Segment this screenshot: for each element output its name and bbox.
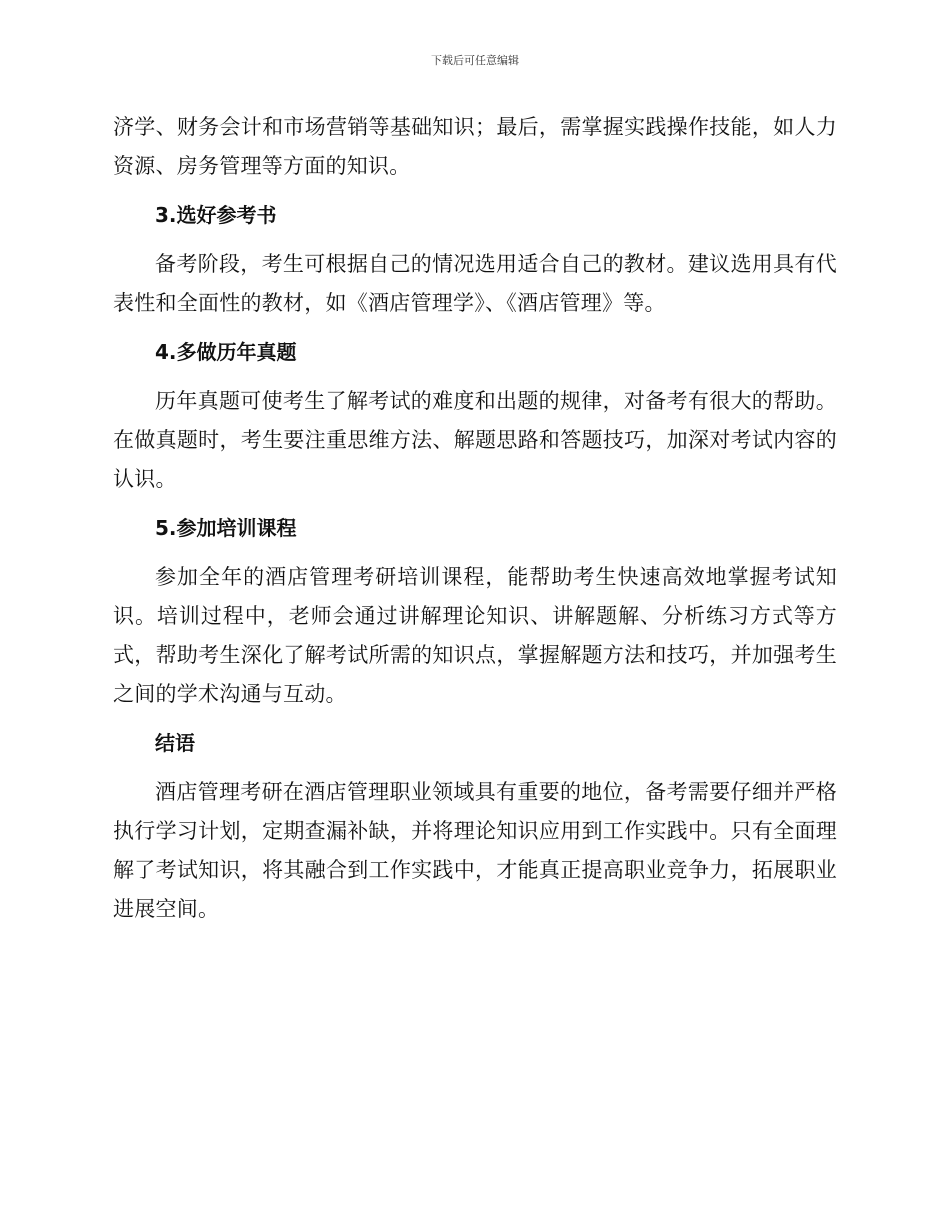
section-body-conclusion: 酒店管理考研在酒店管理职业领域具有重要的地位，备考需要仔细并严格执行学习计划，定期查漏补缺，并将理论知识应用到工作实践中。只有全面理解了考试知识，将其融合到工作实践中，才能真正提高职业竞争力，拓展职业进展空间。 [113, 780, 837, 921]
document-body [113, 108, 837, 929]
section-body-past-exams: 历年真题可使考生了解考试的难度和出题的规律，对备考有很大的帮助。在做真题时，考生要注重思维方法、解题思路和答题技巧，加深对考试内容的认识。 [113, 389, 837, 491]
section-body-reference-books: 备考阶段，考生可根据自己的情况选用适合自己的教材。建议选用具有代表性和全面性的教材，如《酒店管理学》、《酒店管理》等。 [113, 252, 837, 315]
section-heading-reference-books: 3.选好参考书 [155, 203, 277, 227]
section-heading-conclusion: 结语 [155, 731, 195, 755]
intro-continued-paragraph: 济学、财务会计和市场营销等基础知识；最后，需掌握实践操作技能，如人力资源、房务管理等方面的知识。 [113, 115, 837, 178]
section-heading-past-exams: 4.多做历年真题 [155, 340, 297, 364]
section-heading-training-courses: 5.参加培训课程 [155, 516, 297, 540]
page-header: 下载后可任意编辑 [431, 54, 519, 67]
section-body-training-courses: 参加全年的酒店管理考研培训课程，能帮助考生快速高效地掌握考试知识。培训过程中，老师会通过讲解理论知识、讲解题解、分析练习方式等方式，帮助考生深化了解考试所需的知识点，掌握解题方法和技巧，并加强考生之间的学术沟通与互动。 [113, 565, 837, 706]
